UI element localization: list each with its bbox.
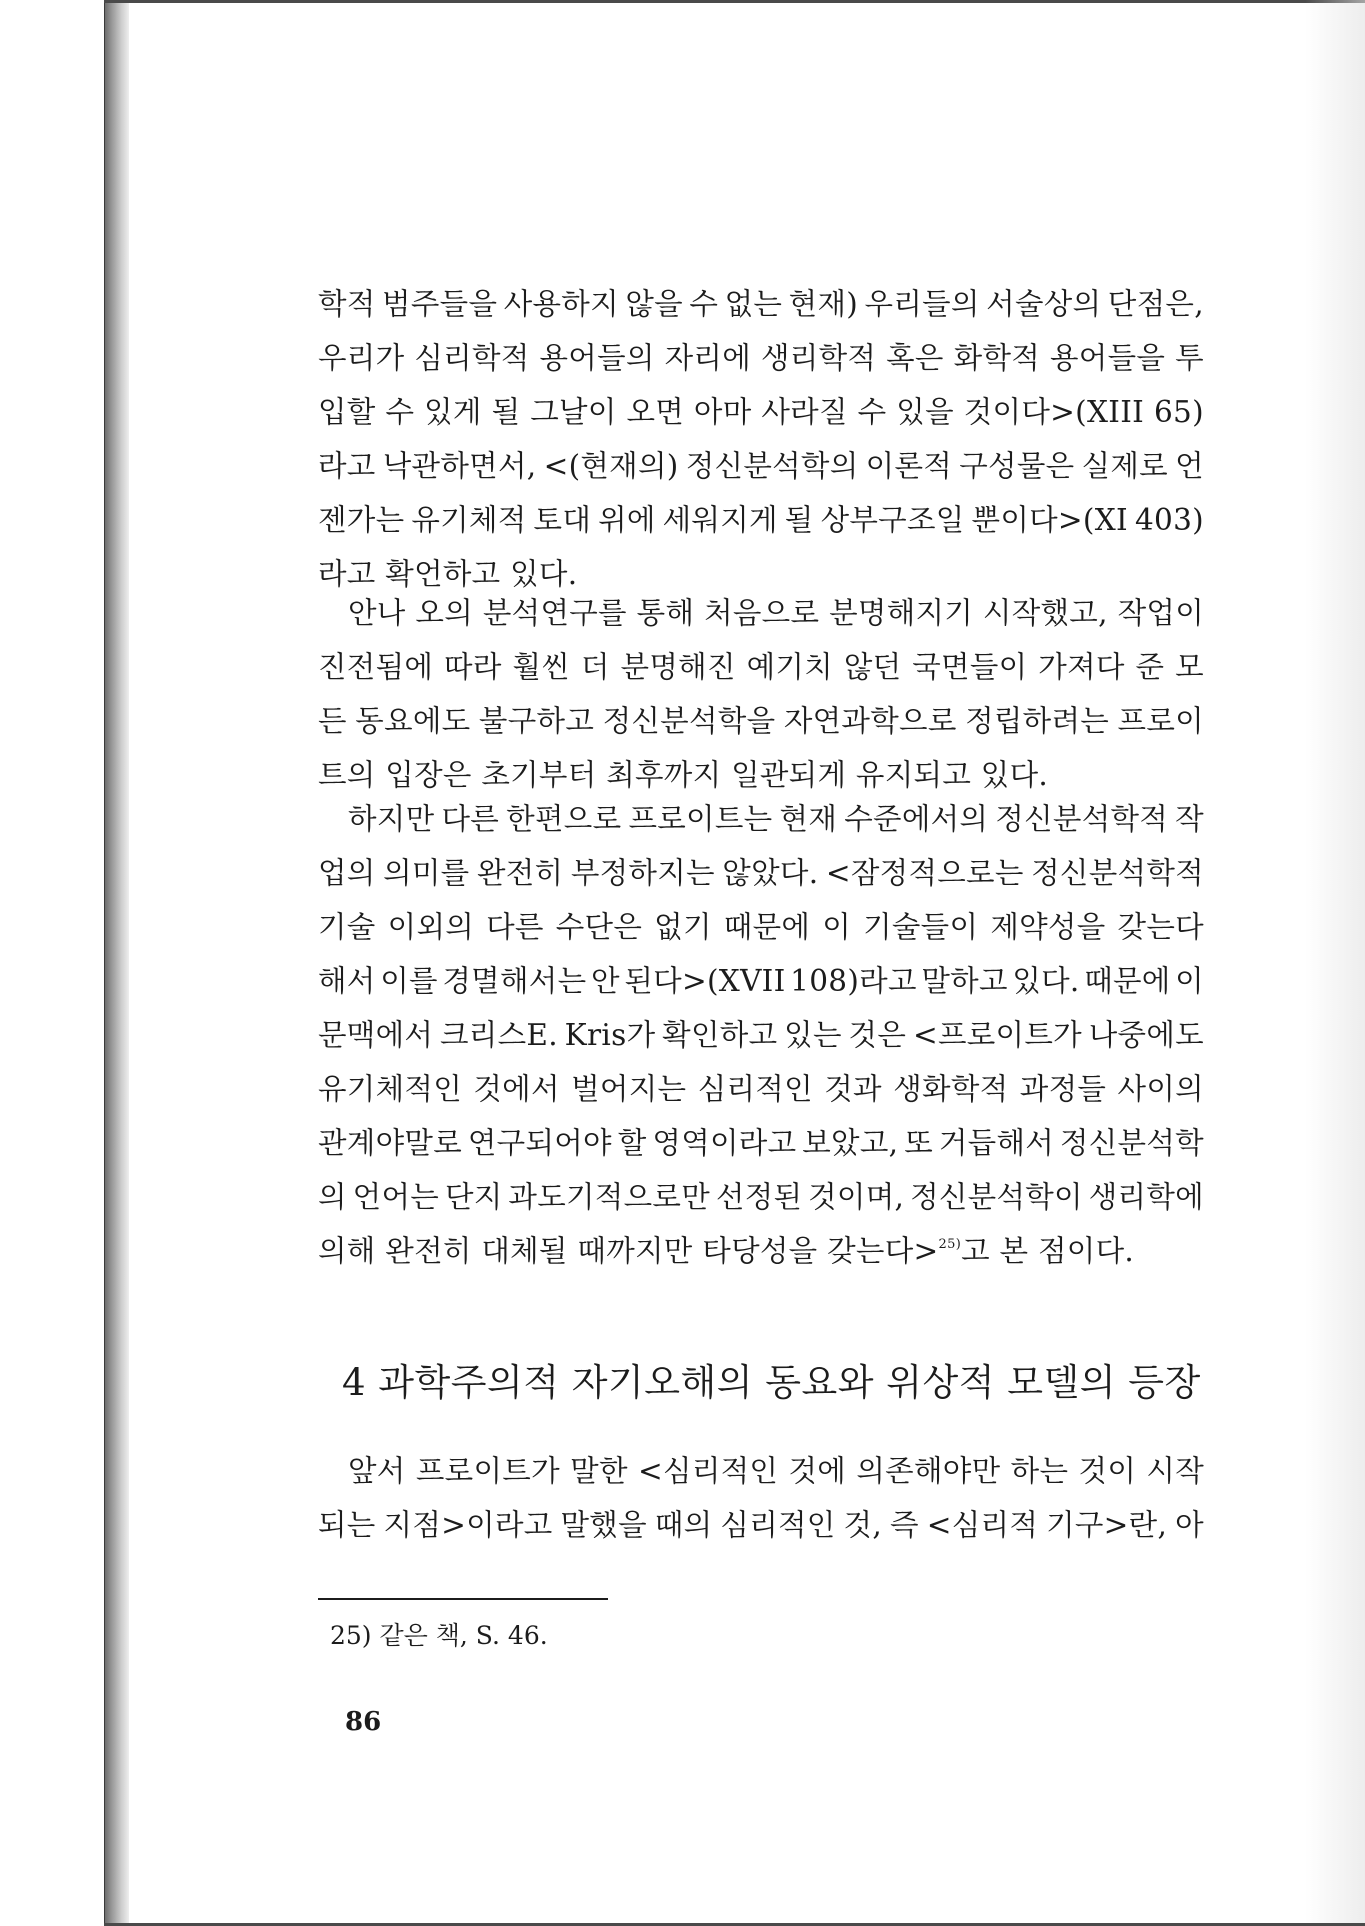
word: 것이	[1078, 1454, 1137, 1488]
word: 오의	[415, 596, 474, 630]
word: 관계야말로	[318, 1126, 462, 1160]
word: <심리적	[926, 1508, 1039, 1542]
text-line	[318, 586, 1204, 640]
word: 할	[617, 1126, 647, 1160]
word: 사라질	[761, 395, 848, 429]
word: 의미를	[383, 856, 470, 890]
word: 선정된	[715, 1180, 803, 1214]
word: 안	[590, 964, 620, 998]
page-number: 86	[345, 1707, 382, 1737]
word: 이	[1175, 964, 1204, 998]
word: 기술	[318, 910, 376, 944]
word: 것과	[824, 1072, 882, 1106]
footnote-reference[interactable]: 25)	[938, 1237, 962, 1252]
word: 다른	[486, 910, 544, 944]
word: 이론적	[865, 449, 953, 483]
footnote: 25) 같은 책, S. 46.	[330, 1621, 548, 1650]
word: 더	[580, 650, 610, 684]
word: 단지	[444, 1180, 503, 1214]
word: 언	[1175, 449, 1204, 483]
word: 심리학적	[414, 341, 530, 375]
word: 서술상의	[986, 287, 1102, 321]
word: 세워지게	[662, 503, 778, 537]
word: 것은	[848, 1018, 907, 1052]
word: 수	[689, 287, 719, 321]
word: 과도기적으로만	[508, 1180, 710, 1214]
word: 하는	[1010, 1454, 1069, 1488]
word: 상부구조일	[820, 503, 965, 537]
word: 것에서	[473, 1072, 560, 1106]
word: 사용하지	[503, 287, 619, 321]
text-line	[318, 846, 1204, 900]
word: 안나	[348, 596, 406, 630]
word: 있게	[424, 395, 482, 429]
paragraph-1	[318, 277, 1204, 601]
word: 입할	[318, 395, 376, 429]
word: <프로이트가	[912, 1018, 1082, 1052]
word: 나중에도	[1088, 1018, 1204, 1052]
word: 유기체적인	[318, 1072, 462, 1106]
word: 생리학에	[1088, 1180, 1204, 1214]
word: 때의	[654, 1508, 713, 1542]
word: 없는	[724, 287, 783, 321]
word: 즉	[889, 1508, 919, 1542]
word: 현재)	[788, 287, 859, 321]
word: 확인하고	[662, 1018, 778, 1052]
word: 용어들을	[1050, 341, 1166, 375]
word: 시작했고,	[982, 596, 1108, 630]
word: 403)	[1134, 503, 1204, 537]
text-line	[318, 1116, 1204, 1170]
word: <(현재의)	[543, 449, 679, 483]
word: 사이의	[1117, 1072, 1204, 1106]
word: <잠정적으로는	[825, 856, 1024, 890]
text-line	[318, 493, 1204, 547]
text-line: 라고 확언하고 있다.	[318, 557, 578, 591]
page-top-edge	[104, 0, 1365, 3]
word: 않았다.	[722, 856, 819, 890]
word: 정신분석학의	[685, 449, 859, 483]
word: 범주들을	[382, 287, 498, 321]
word: 될	[784, 503, 814, 537]
word: 말한	[570, 1454, 628, 1488]
word: 뿐이다>(XI	[971, 503, 1128, 537]
word: 분명해진	[620, 650, 736, 684]
word: 진전됨에	[318, 650, 434, 684]
word: 국면들이	[912, 650, 1028, 684]
word: 정신분석학	[1059, 1126, 1204, 1160]
word: 작	[1175, 802, 1204, 836]
text-line	[318, 439, 1204, 493]
word: 않을	[625, 287, 683, 321]
word: 수	[857, 395, 887, 429]
word: 현재	[779, 802, 838, 836]
word: 말했을	[560, 1508, 647, 1542]
word: 65)	[1153, 395, 1204, 429]
word: 화학적	[953, 341, 1041, 375]
word: 우리들의	[864, 287, 980, 321]
text-line	[318, 1224, 1204, 1278]
word: 시작	[1146, 1454, 1204, 1488]
word: 단점은,	[1107, 287, 1204, 321]
word: 위에	[598, 503, 656, 537]
word: 갖는다	[1117, 910, 1204, 944]
word: 가져다	[1038, 650, 1125, 684]
text-segment: 고 본 점이다.	[961, 1234, 1135, 1268]
word: 자리에	[664, 341, 752, 375]
word: 영역이라고	[652, 1126, 797, 1160]
word: 기구>란,	[1046, 1508, 1168, 1542]
word: 유기체적	[411, 503, 527, 537]
word: 프로이	[1117, 704, 1204, 738]
word: 있다.	[1012, 964, 1080, 998]
word: 아마	[693, 395, 752, 429]
text-line	[318, 1498, 1204, 1552]
word: 정신분석학을	[602, 704, 776, 738]
word: 토대	[533, 503, 592, 537]
word: 제약성을	[990, 910, 1106, 944]
word: 통해	[636, 596, 695, 630]
word: 거듭해서	[938, 1126, 1055, 1160]
word: 되는	[318, 1508, 376, 1542]
word: 실제로	[1081, 449, 1168, 483]
text-line: 트의 입장은 초기부터 최후까지 일관되게 유지되고 있다.	[318, 758, 1049, 792]
word: 생리학적	[760, 341, 877, 375]
word: 수준에서의	[844, 802, 989, 836]
word: 구성물은	[959, 449, 1075, 483]
word: 크리스E.	[439, 1018, 558, 1052]
word: 언어는	[352, 1180, 440, 1214]
word: 젠가는	[318, 503, 405, 537]
page-edge-shadow	[105, 0, 129, 1926]
word: 이외의	[387, 910, 475, 944]
word: 작업이	[1117, 596, 1204, 630]
word: 않던	[843, 650, 902, 684]
word: 하지만	[348, 802, 435, 836]
word: 완전히	[476, 856, 564, 890]
word: 프로이트가	[415, 1454, 560, 1488]
word: 된다>(XVII	[624, 964, 786, 998]
paragraph-2	[318, 586, 1204, 802]
word: 또	[904, 1126, 933, 1160]
word: 경멸해서는	[442, 964, 587, 998]
word: 수단은	[555, 910, 643, 944]
word: 것,	[843, 1508, 883, 1542]
section-heading: 4 과학주의적 자기오해의 동요와 위상적 모델의 등장	[342, 1361, 1201, 1404]
word: 정신분석학이	[910, 1180, 1083, 1214]
word: 것에	[788, 1454, 847, 1488]
word: 우리가	[318, 341, 405, 375]
word: <심리적인	[638, 1454, 779, 1488]
word: 낙관하면서,	[382, 449, 537, 483]
text-line	[318, 1062, 1204, 1116]
word: 때문에	[723, 910, 811, 944]
word: 의	[318, 1180, 347, 1214]
word: Kris가	[564, 1018, 656, 1052]
text-line	[318, 792, 1204, 846]
word: 학적	[318, 287, 376, 321]
word: 업의	[318, 856, 376, 890]
word: 투	[1175, 341, 1204, 375]
word: 때문에	[1084, 964, 1171, 998]
word: 해서	[318, 964, 376, 998]
word: 것이며,	[808, 1180, 905, 1214]
word: 수	[385, 395, 415, 429]
word: 따라	[444, 650, 502, 684]
text-line	[318, 1170, 1204, 1224]
word: 문맥에서	[318, 1018, 434, 1052]
word: 심리적인	[720, 1508, 836, 1542]
word: 훨씬	[512, 650, 571, 684]
text-line	[318, 694, 1204, 748]
word: 정신분석학적	[995, 802, 1169, 836]
word: 정신분석학적	[1031, 856, 1204, 890]
word: 모	[1175, 650, 1204, 684]
text-line	[318, 1008, 1204, 1062]
word: 생화학적	[893, 1072, 1009, 1106]
word: 부정하지는	[570, 856, 715, 890]
word: 분석연구를	[482, 596, 627, 630]
paragraph-3	[318, 792, 1204, 1278]
word: 다른	[441, 802, 500, 836]
word: 예기치	[746, 650, 833, 684]
word: 있는	[784, 1018, 842, 1052]
word: 동요에도	[355, 704, 471, 738]
text-line	[318, 900, 1204, 954]
word: 처음으로	[704, 596, 820, 630]
word: 연구되어야	[467, 1126, 612, 1160]
text-line	[318, 385, 1204, 439]
text-line	[318, 1444, 1204, 1498]
word: 정립하려는	[965, 704, 1110, 738]
word: 기술들이	[863, 910, 979, 944]
word: 과정들	[1019, 1072, 1107, 1106]
word: 오면	[626, 395, 685, 429]
word: 아	[1175, 1508, 1204, 1542]
word: 한편으로	[506, 802, 622, 836]
word: 든	[318, 704, 347, 738]
word: 불구하고	[478, 704, 595, 738]
word: 자연과학으로	[783, 704, 957, 738]
word: 말하고	[921, 964, 1008, 998]
text-segment: 의해 완전히 대체될 때까지만 타당성을 갖는다>	[318, 1234, 939, 1268]
word: 보았고,	[802, 1126, 899, 1160]
section-paragraph	[318, 1444, 1204, 1552]
word: 그날이	[530, 395, 617, 429]
word: 분명해지기	[829, 596, 974, 630]
text-line	[318, 331, 1204, 385]
word: 준	[1135, 650, 1165, 684]
word: 것이다>(XIII	[963, 395, 1145, 429]
word: 의존해야만	[856, 1454, 1001, 1488]
page-right-shade	[1305, 0, 1365, 1926]
text-line	[318, 277, 1204, 331]
word: 지점>이라고	[383, 1508, 553, 1542]
word: 없기	[654, 910, 712, 944]
word: 108)라고	[790, 964, 917, 998]
text-line	[318, 954, 1204, 1008]
word: 이	[822, 910, 852, 944]
word: 앞서	[348, 1454, 406, 1488]
word: 이를	[380, 964, 438, 998]
footnote-divider	[318, 1598, 608, 1600]
word: 벌어지는	[571, 1072, 687, 1106]
text-line	[318, 640, 1204, 694]
word: 용어들의	[539, 341, 655, 375]
word: 라고	[318, 449, 376, 483]
word: 혹은	[886, 341, 944, 375]
word: 프로이트는	[628, 802, 773, 836]
word: 심리적인	[697, 1072, 813, 1106]
word: 있을	[896, 395, 954, 429]
word: 될	[491, 395, 521, 429]
